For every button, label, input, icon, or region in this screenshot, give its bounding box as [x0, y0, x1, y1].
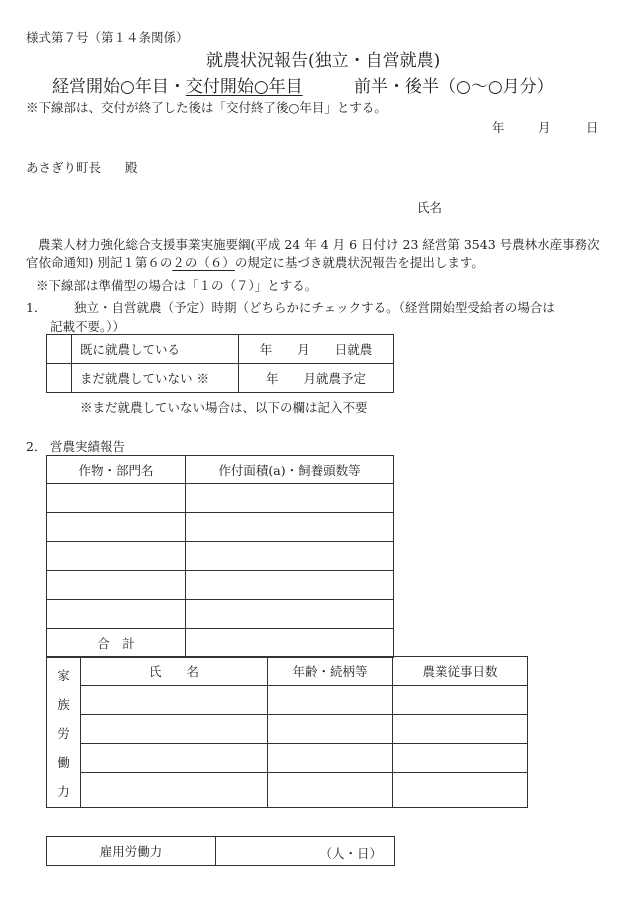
crop-name-cell[interactable]	[47, 484, 186, 513]
employed-labor-row	[47, 837, 395, 866]
section2-heading: 営農実績報告	[50, 439, 126, 454]
table-row	[47, 600, 394, 629]
body-note: ※下線部は準備型の場合は「１の（７）」とする。	[36, 278, 318, 293]
family-age-header: 年齢・続柄等	[268, 657, 393, 686]
family-age-cell[interactable]	[268, 744, 393, 773]
date-month[interactable]: 月	[538, 120, 551, 135]
family-days-cell[interactable]	[393, 744, 528, 773]
start-date-field[interactable]: 年 月就農予定	[239, 364, 394, 393]
family-age-cell[interactable]	[268, 686, 393, 715]
start-date-field[interactable]: 年 月 日就農	[239, 335, 394, 364]
check-box[interactable]	[47, 335, 72, 364]
employed-labor-table	[46, 836, 395, 866]
table-row	[47, 571, 394, 600]
crop-name-cell[interactable]	[47, 513, 186, 542]
subtitle-underlined: 交付開始○年目	[185, 77, 303, 97]
employed-labor-label: 雇用労働力	[47, 837, 216, 866]
section1-heading: 独立・自営就農（予定）時期（どちらかにチェックする。（経営開始型受給者の場合は	[74, 300, 555, 315]
table-row	[47, 513, 394, 542]
addressee	[26, 158, 138, 176]
crop-table	[46, 455, 394, 658]
section2-number: 2．	[26, 439, 47, 454]
section1-number: 1．	[26, 300, 47, 315]
body-paragraph	[26, 236, 606, 272]
crop-area-cell[interactable]	[186, 542, 394, 571]
family-name-header: 氏 名	[81, 657, 268, 686]
table-row	[47, 686, 528, 715]
employed-labor-cell[interactable]: （人・日）	[216, 837, 395, 866]
page-title: 就農状況報告(独立・自営就農)	[206, 51, 441, 71]
section1-heading-cont: 記載不要。））	[50, 319, 126, 334]
crop-name-cell[interactable]	[47, 571, 186, 600]
family-label-char: 力	[57, 783, 70, 799]
crop-name-header: 作物・部門名	[47, 456, 186, 484]
family-label-char: 族	[57, 696, 70, 712]
family-age-cell[interactable]	[268, 773, 393, 808]
crop-name-cell[interactable]	[47, 542, 186, 571]
farming-start-row	[47, 335, 394, 364]
check-box[interactable]	[47, 364, 72, 393]
addressee-name: あさぎり町長	[26, 160, 102, 175]
subtitle-period: 前半・後半（○～○月分）	[354, 77, 554, 97]
crop-name-cell[interactable]	[47, 600, 186, 629]
table-row	[47, 773, 528, 808]
family-header-row	[47, 657, 528, 686]
body-para-underlined: ２の（６）	[172, 255, 235, 270]
farming-start-table	[46, 334, 394, 393]
table-row	[47, 542, 394, 571]
crop-header-row	[47, 456, 394, 484]
crop-area-header: 作付面積(a)・飼養頭数等	[186, 456, 394, 484]
table-row	[47, 715, 528, 744]
family-labor-table	[46, 656, 528, 808]
family-days-cell[interactable]	[393, 715, 528, 744]
family-label-char: 働	[57, 754, 70, 770]
date-year[interactable]: 年	[492, 120, 505, 135]
section1-footnote: ※まだ就農していない場合は、以下の欄は記入不要	[80, 400, 368, 415]
crop-total-row	[47, 629, 394, 658]
applicant-name-label[interactable]: 氏名	[417, 200, 443, 215]
page-subtitle	[52, 72, 303, 97]
family-name-cell[interactable]	[81, 773, 268, 808]
family-labor-label	[47, 657, 81, 808]
crop-total-label: 合 計	[47, 629, 186, 658]
crop-area-cell[interactable]	[186, 600, 394, 629]
body-para-b: の規定に基づき就農状況報告を提出します。	[234, 255, 484, 270]
table-row	[47, 744, 528, 773]
crop-total-cell[interactable]	[186, 629, 394, 658]
family-days-cell[interactable]	[393, 773, 528, 808]
subtitle-part-a: 経営開始○年目・	[52, 77, 186, 97]
family-name-cell[interactable]	[81, 715, 268, 744]
date-day[interactable]: 日	[586, 120, 599, 135]
crop-area-cell[interactable]	[186, 484, 394, 513]
start-option-label: まだ就農していない ※	[72, 364, 239, 393]
crop-area-cell[interactable]	[186, 513, 394, 542]
crop-area-cell[interactable]	[186, 571, 394, 600]
family-name-cell[interactable]	[81, 744, 268, 773]
table-row	[47, 484, 394, 513]
family-label-char: 労	[57, 725, 70, 741]
family-name-cell[interactable]	[81, 686, 268, 715]
family-days-cell[interactable]	[393, 686, 528, 715]
header-note: ※下線部は、交付が終了した後は「交付終了後○年目」とする。	[26, 100, 387, 115]
family-age-cell[interactable]	[268, 715, 393, 744]
form-number: 様式第７号（第１４条関係）	[26, 30, 189, 45]
body-para-a: 農業人材力強化総合支援事業実施要綱(平成 24 年 4 月 6 日付け 23 経営第 3543 号農林水産事務次官依命通知) 別記１第６の	[26, 237, 600, 270]
family-label-char: 家	[57, 668, 70, 683]
addressee-honorific: 殿	[125, 160, 138, 175]
farming-start-row	[47, 364, 394, 393]
start-option-label: 既に就農している	[72, 335, 239, 364]
family-days-header: 農業従事日数	[393, 657, 528, 686]
